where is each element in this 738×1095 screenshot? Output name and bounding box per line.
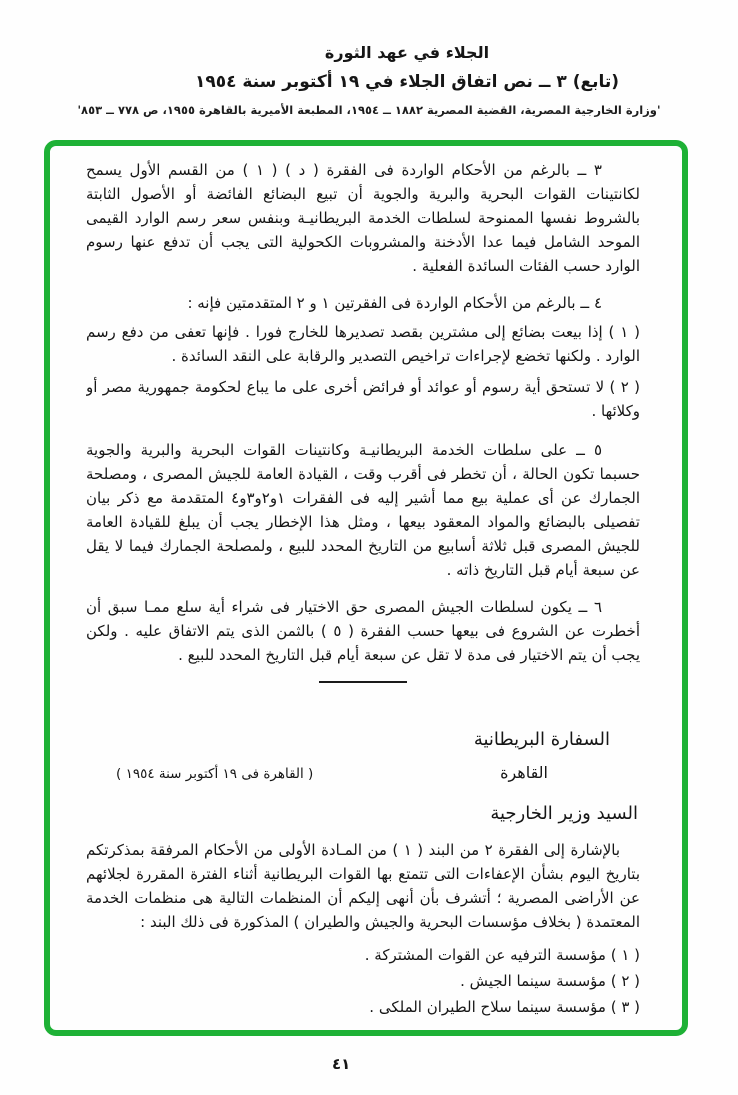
highlight-annotation-box: [44, 140, 688, 1036]
organization-item-3: ( ٣ ) مؤسسة سينما سلاح الطيران الملكى .: [369, 998, 640, 1016]
clause-3: ٣ ــ بالرغم من الأحكام الواردة فى الفقرة ( د ) ( ١ ) من القسم الأول يسمح لكانتينات القوات البحرية والبرية والجوية أن تبيع البضائع الفائضة أو الأصول الثابتة بالشروط نفسها الممنوحة لسلطات الخدمة البريطانيـة وبنفس سعر رسم الوارد القيمى الموحد الشامل فيما عدا الأدخنة والمشروبات الكحولية التى يجب أن تدفع عنها رسوم الوارد حسب الفئات السائدة الفعلية .: [86, 161, 640, 275]
embassy-letter-section: [86, 720, 640, 1024]
agreement-clauses-section: [86, 158, 640, 720]
document-header: [0, 0, 738, 118]
letterhead: [86, 728, 640, 800]
clause-6: ٦ ــ يكون لسلطات الجيش المصرى حق الاختيار فى شراء أية سلع ممـا سبق أن أخطرت عن الشروع فى بيعها حسب الفقرة ( ٥ ) بالثمن الذى يتم الاتفاق عليه . ولكن يجب أن يتم الاختيار فى مدة لا تقل عن سبعة أيام قبل التاريخ المحدد للبيع .: [86, 598, 640, 664]
letter-salutation: السيد وزير الخارجية: [490, 803, 638, 824]
letter-body: بالإشارة إلى الفقرة ٢ من البند ( ١ ) من المـادة الأولى من الأحكام المرفقة بمذكرتكم بتاريخ اليوم بشأن الإعفاءات التى تتمتع بها القوات البريطانية أثناء الفترة المقررة لجلائهم عن الأراضى المصرية ؛ أتشرف بأن أنهى إليكم أن المنظمات التالية هى منظمات الخدمة المعتمدة ( بخلاف مؤسسات البحرية والجيش والطيران ) المذكورة فى ذلك البند :: [86, 841, 640, 931]
clause-4-item-1: ( ١ ) إذا بيعت بضائع إلى مشترين بقصد تصديرها للخارج فورا . فإنها تعفى من دفع رسم الوارد . ولكنها تخضع لإجراءات تراخيص التصدير والرقابة على النقد السائدة .: [86, 323, 640, 365]
organizations-list: [86, 942, 640, 1020]
organization-item-1: ( ١ ) مؤسسة الترفيه عن القوات المشتركة .: [364, 946, 640, 964]
letterhead-city: القاهرة: [500, 763, 548, 782]
clause-4-heading: ٤ ــ بالرغم من الأحكام الواردة فى الفقرتين ١ و ٢ المتقدمتين فإنه :: [187, 294, 602, 312]
source-citation: 'وزارة الخارجية المصرية، القضية المصرية ١٨٨٢ ــ ١٩٥٤، المطبعة الأميرية بالقاهرة ١٩٥٥، ص ٧٧٨ ــ ٨٥٣': [77, 103, 661, 117]
page-number: ٤١: [332, 1055, 351, 1073]
clause-5: ٥ ــ على سلطات الخدمة البريطانيـة وكانتينات القوات البحرية والبرية والجوية حسبما تكون الحالة ، أن تخطر فى أقرب وقت ، القيادة العامة للجيش المصرى ، ومصلحة الجمارك عن أى عملية بيع مما أشير إليه فى الفقرات ١و٢و٣و٤ المتقدمة مع ذكر بيان تفصيلى بالبضائع والمواد المعقود بيعها ، ومثل هذا الإخطار يجب أن يبلغ للقيادة العامة للجيش المصرى قبل ثلاثة أسابيع من التاريخ المحدد للبيع ، ولمصلحة الجمارك فيما لا يقل عن سبعة أيام قبل التاريخ ذاته .: [86, 441, 640, 579]
letterhead-date: ( القاهرة فى ١٩ أكتوبر سنة ١٩٥٤ ): [116, 766, 314, 782]
letterhead-embassy: السفارة البريطانية: [473, 729, 610, 750]
page-subtitle: (تابع) ٣ ــ نص اتفاق الجلاء في ١٩ أكتوبر سنة ١٩٥٤: [194, 72, 620, 92]
page-title: الجلاء في عهد الثورة: [324, 43, 490, 62]
organization-item-2: ( ٢ ) مؤسسة سينما الجيش .: [460, 972, 640, 990]
section-divider: [319, 681, 407, 683]
clause-4-item-2: ( ٢ ) لا تستحق أية رسوم أو عوائد أو فرائض أخرى على ما يباع لحكومة جمهورية مصر أو وكلائها .: [86, 378, 640, 420]
